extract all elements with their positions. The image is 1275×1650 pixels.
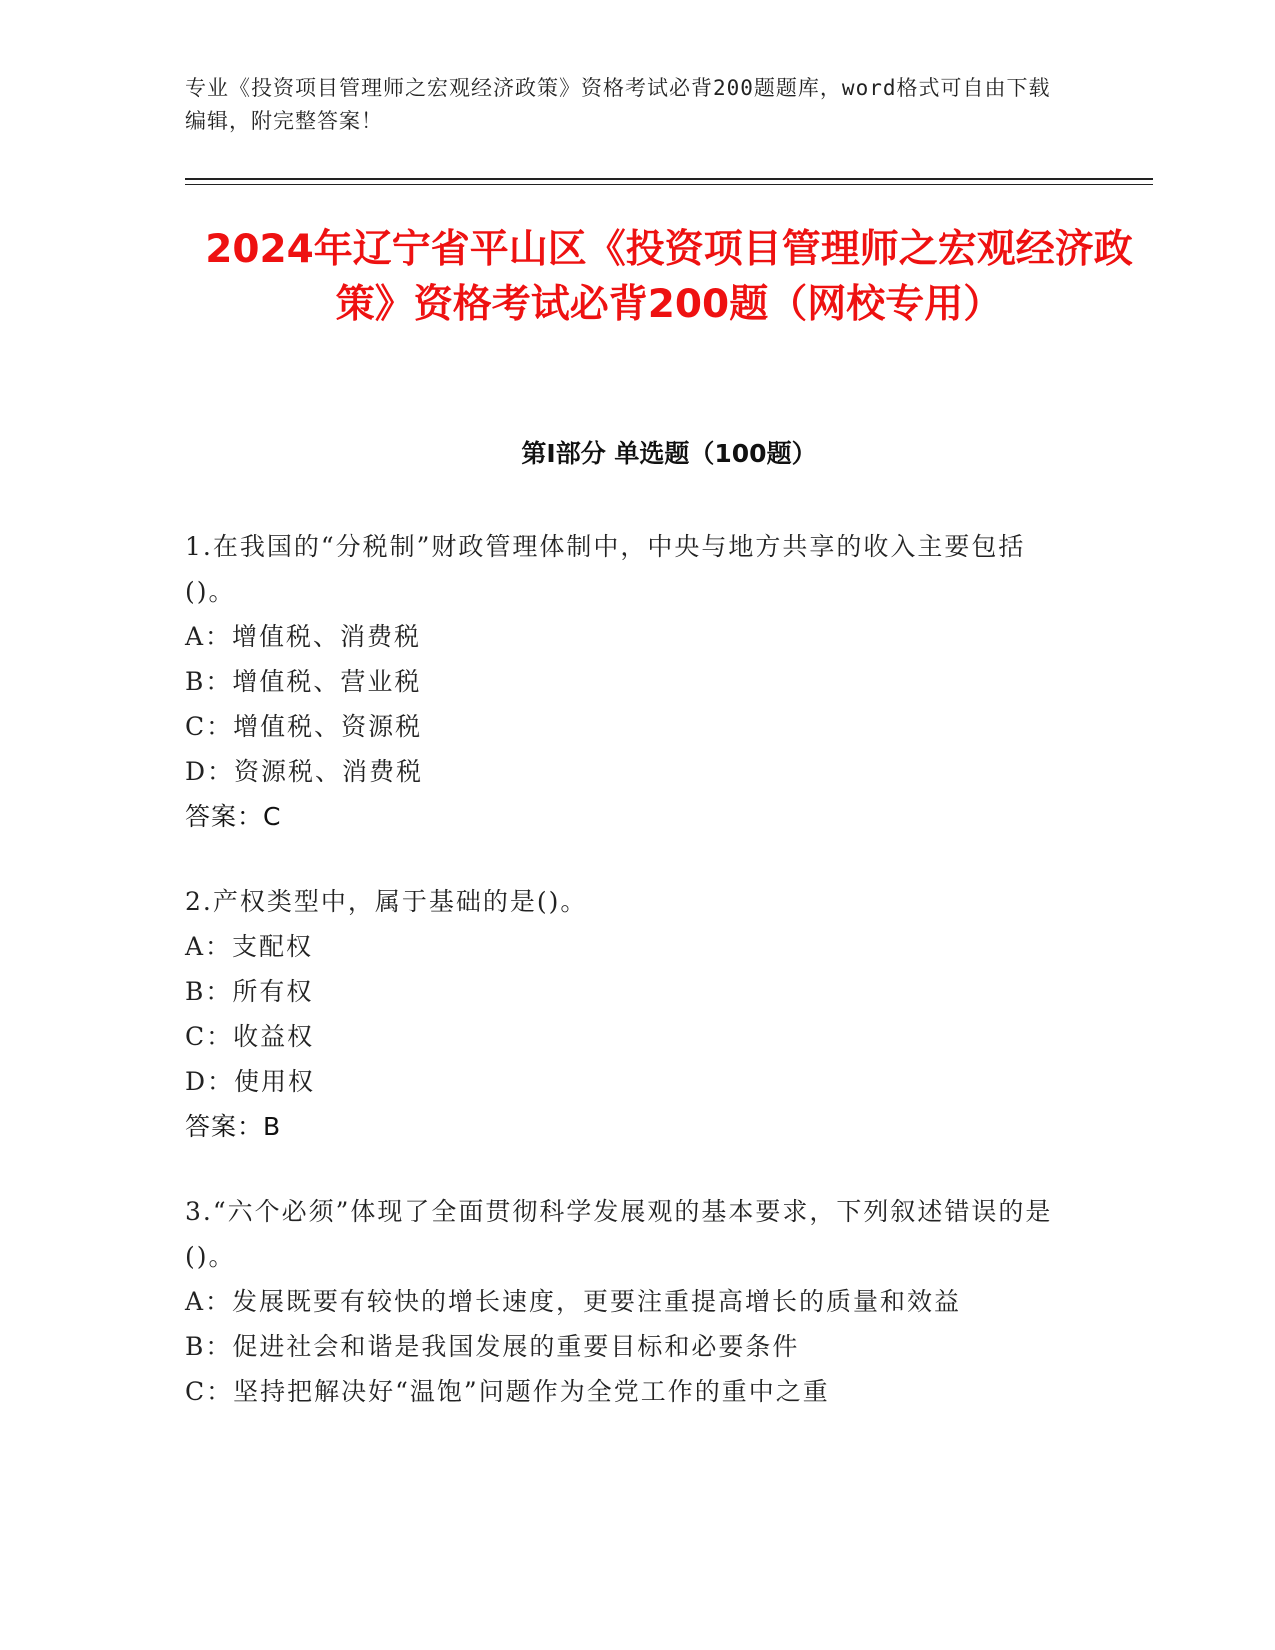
option-b: B：增值税、营业税 bbox=[185, 667, 422, 696]
question-stem: 3.“六个必须”体现了全面贯彻科学发展观的基本要求，下列叙述错误的是()。 bbox=[185, 1197, 1053, 1271]
question-3 bbox=[185, 1189, 1065, 1414]
question-list bbox=[185, 524, 1065, 1454]
header-note: 专业《投资项目管理师之宏观经济政策》资格考试必背200题题库，word格式可自由下载编辑，附完整答案！ bbox=[185, 76, 1051, 133]
option-b: B：促进社会和谐是我国发展的重要目标和必要条件 bbox=[185, 1332, 800, 1361]
answer: 答案：B bbox=[185, 1112, 282, 1141]
option-c: C：坚持把解决好“温饱”问题作为全党工作的重中之重 bbox=[185, 1377, 830, 1406]
option-c: C：增值税、资源税 bbox=[185, 712, 423, 741]
option-b: B：所有权 bbox=[185, 977, 314, 1006]
section-title: 第Ⅰ部分 单选题（100题） bbox=[521, 439, 817, 468]
document-title: 2024年辽宁省平山区《投资项目管理师之宏观经济政策》资格考试必背200题（网校专用） bbox=[205, 227, 1133, 327]
option-a: A：发展既要有较快的增长速度，更要注重提高增长的质量和效益 bbox=[185, 1287, 962, 1316]
option-a: A：支配权 bbox=[185, 932, 314, 961]
option-d: D：使用权 bbox=[185, 1067, 316, 1096]
question-stem: 2.产权类型中，属于基础的是()。 bbox=[185, 887, 588, 916]
answer: 答案：C bbox=[185, 802, 282, 831]
question-2 bbox=[185, 879, 1065, 1149]
header-divider-thick bbox=[185, 178, 1153, 180]
question-stem: 1.在我国的“分税制”财政管理体制中，中央与地方共享的收入主要包括()。 bbox=[185, 532, 1026, 606]
header-divider-thin bbox=[185, 184, 1153, 185]
question-1 bbox=[185, 524, 1065, 839]
option-c: C：收益权 bbox=[185, 1022, 315, 1051]
option-d: D：资源税、消费税 bbox=[185, 757, 424, 786]
option-a: A：增值税、消费税 bbox=[185, 622, 422, 651]
